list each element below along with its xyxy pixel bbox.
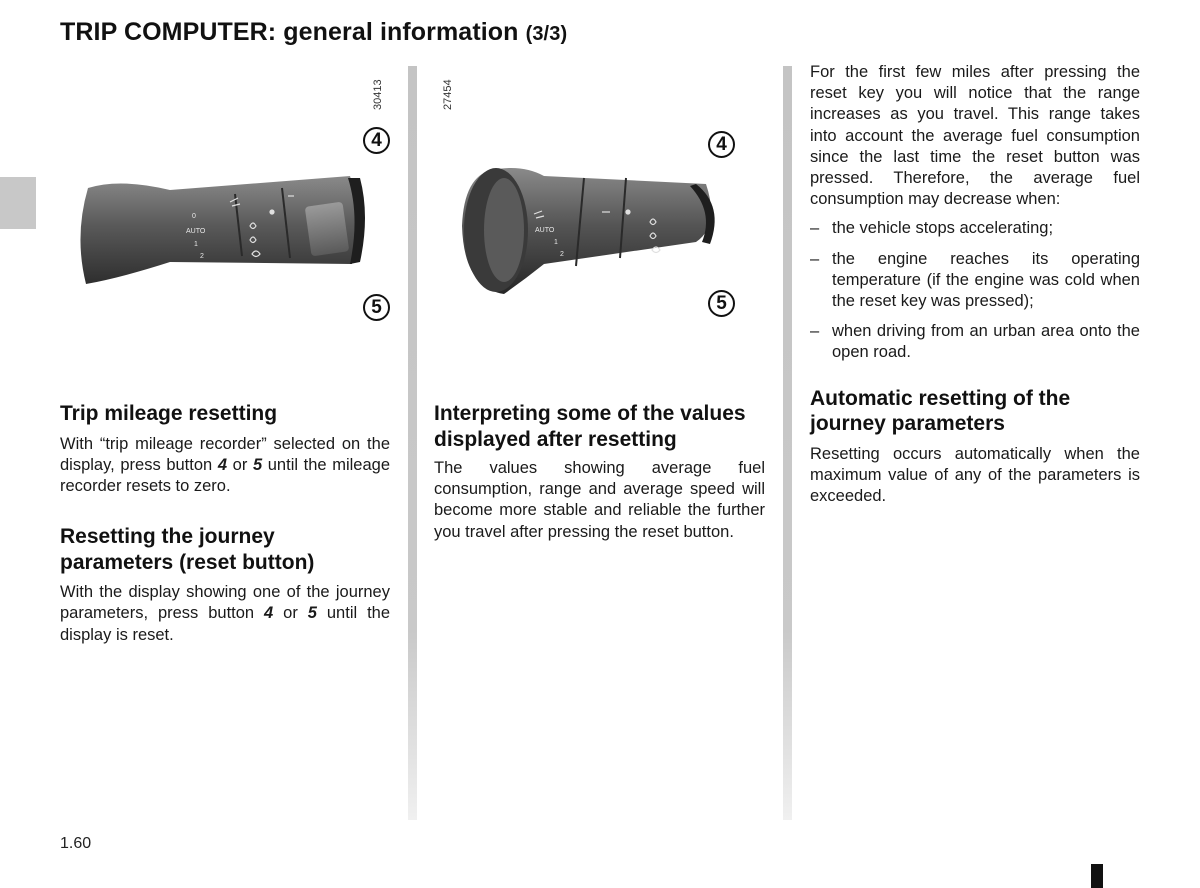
stalk1-label-1: 1 [194,241,198,248]
page-number: 1.60 [60,835,92,852]
callout-4-figure-1: 4 [363,127,390,154]
stalk2-label-1: 1 [554,239,558,246]
list-item [810,321,1140,363]
text-part: until the mileage recorder resets to zero. [60,455,390,495]
list-dash: – [810,249,820,268]
paragraph-trip-mileage-resetting [60,434,390,498]
figure-code-2: 27454 [442,79,454,110]
column-divider-right [783,66,792,820]
conditions-list [810,218,1140,363]
stalk2-label-auto: AUTO [535,227,555,234]
wiper-stalk-illustration-2 [434,66,774,386]
stalk1-label-auto: AUTO [186,228,206,235]
page-title [60,18,567,47]
figure-stalk-1 [60,66,400,386]
corner-marker [1091,864,1103,888]
paragraph-interpreting-values: The values showing average fuel consumption, range and average speed will become more stable and reliable the further you travel after pressing the reset button. [434,459,765,541]
column-left [60,401,390,646]
stalk2-label-2: 2 [560,251,564,258]
button-ref-5: 5 [307,604,317,623]
callout-4-figure-2: 4 [708,131,735,158]
heading-interpreting-values: Interpreting some of the values displayed after resetting [434,402,746,451]
callout-5-figure-2: 5 [708,290,735,317]
page-title-text: TRIP COMPUTER: general information [60,18,519,46]
heading-automatic-resetting: Automatic resetting of the journey parameters [810,386,1071,436]
text-part: With the display showing one of the journey parameters, press button [60,583,390,623]
column-right [810,62,1140,507]
button-ref-4: 4 [217,455,228,474]
stalk1-label-0: 0 [192,213,196,220]
paragraph-range-intro: For the first few miles after pressing the reset key you will notice that the range increases as you travel. This range takes into account the average fuel consumption since the last time the reset button was pressed. Therefore, the average fuel consumption may decrease when: [810,63,1140,209]
figure-code-1: 30413 [372,79,384,110]
column-middle [434,401,765,543]
button-ref-5: 5 [252,455,263,474]
column-divider-left [408,66,417,820]
list-item [810,249,1140,313]
text-part: or [273,604,308,623]
list-item-text: the vehicle stops accelerating; [832,219,1054,238]
text-part: or [227,455,253,474]
text-part: until the display is reset. [60,604,391,644]
heading-resetting-journey-parameters: Resetting the journey parameters (reset button) [60,525,315,574]
list-item [810,218,1140,239]
list-dash: – [810,322,820,341]
callout-5-figure-1: 5 [363,294,390,321]
heading-trip-mileage-resetting: Trip mileage resetting [60,402,278,425]
paragraph-resetting-journey-parameters [60,582,390,646]
stalk1-label-2: 2 [200,253,204,260]
list-item-text: the engine reaches its operating temperature (if the engine was cold when the reset key was pressed); [832,249,1140,311]
paragraph-automatic-resetting: Resetting occurs automatically when the maximum value of any of the parameters is exceeded. [810,444,1140,506]
figure-stalk-2 [434,66,774,386]
section-side-tab [0,177,36,229]
wiper-stalk-illustration-1 [60,66,400,386]
list-item-text: when driving from an urban area onto the open road. [832,322,1140,362]
list-dash: – [810,219,820,238]
page-title-suffix: (3/3) [525,23,568,45]
text-part: With “trip mileage recorder” selected on the display, press button [60,434,390,474]
button-ref-4: 4 [264,604,274,623]
